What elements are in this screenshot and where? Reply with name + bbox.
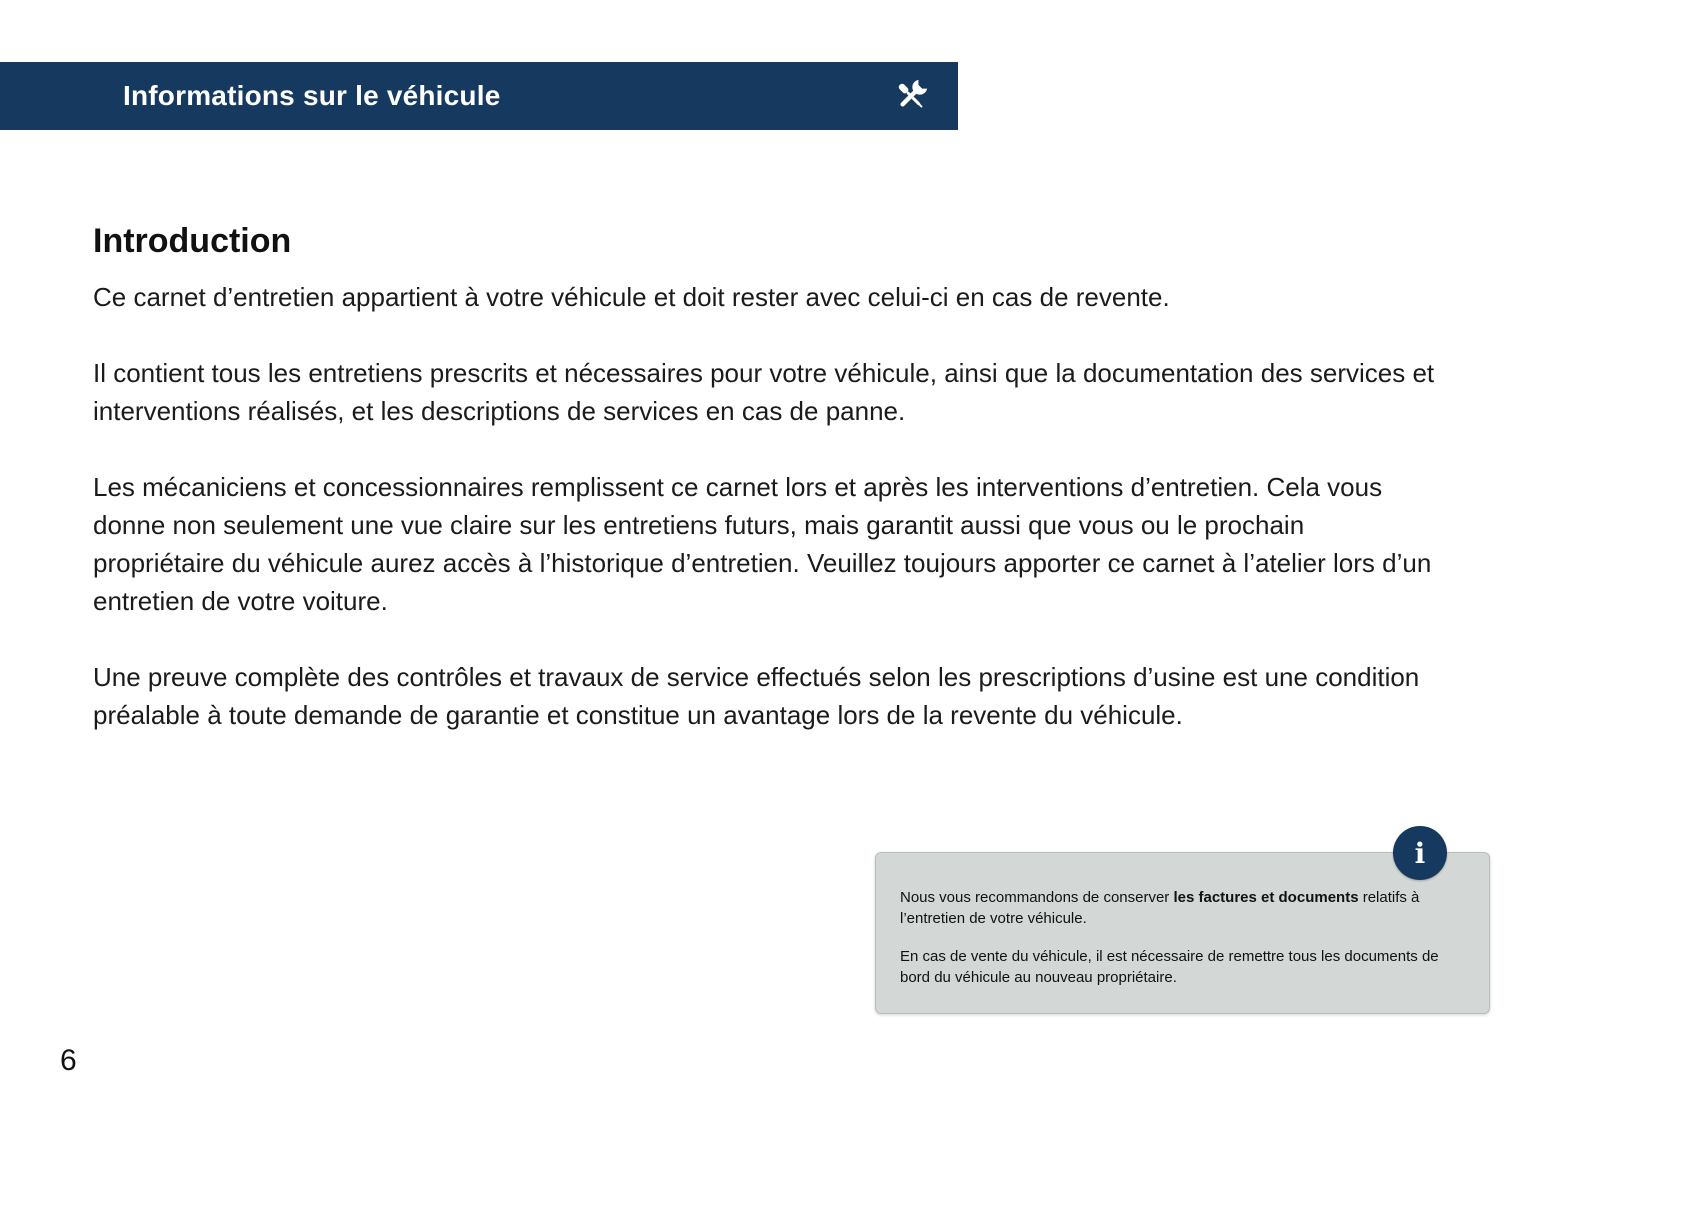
info-text-bold: les factures et documents [1173,889,1359,906]
paragraph-2: Il contient tous les entretiens prescrits et nécessaires pour votre véhicule, ainsi que la documentation des services et interventions réalisés, et les descriptions de services en cas de panne. [93,358,1435,426]
page-number: 6 [60,1044,77,1077]
page-heading: Introduction [93,222,292,260]
info-text-segment: Nous vous recommandons de conserver [900,889,1174,906]
tools-icon [890,75,932,117]
info-icon [1393,826,1447,880]
section-header-band [0,62,958,130]
info-box [875,836,1490,1014]
paragraph-3: Les mécaniciens et concessionnaires remplissent ce carnet lors et après les interventions d’entretien. Cela vous donne non seulement une vue claire sur les entretiens futurs, mais garantit aussi que vous ou le prochain propriétaire du véhicule aurez accès à l’historique d’entretien. Veuillez toujours apporter ce carnet à l’atelier lors d’un entretien de votre voiture. [93,472,1432,616]
info-icon-glyph: i [1414,836,1426,870]
paragraph-1: Ce carnet d’entretien appartient à votre véhicule et doit rester avec celui-ci en cas de revente. [93,282,1170,312]
info-paragraph-1 [900,887,1449,929]
body-text [93,278,1438,772]
paragraph-4: Une preuve complète des contrôles et travaux de service effectués selon les prescriptions d’usine est une condition préalable à toute demande de garantie et constitue un avantage lors de la revente du véhicule. [93,662,1420,730]
section-title: Informations sur le véhicule [123,80,501,111]
info-text-segment: relatifs à l’entretien de votre véhicule. [900,889,1420,927]
info-paragraph-2: En cas de vente du véhicule, il est nécessaire de remettre tous les documents de bord du véhicule au nouveau propriétaire. [900,948,1439,986]
